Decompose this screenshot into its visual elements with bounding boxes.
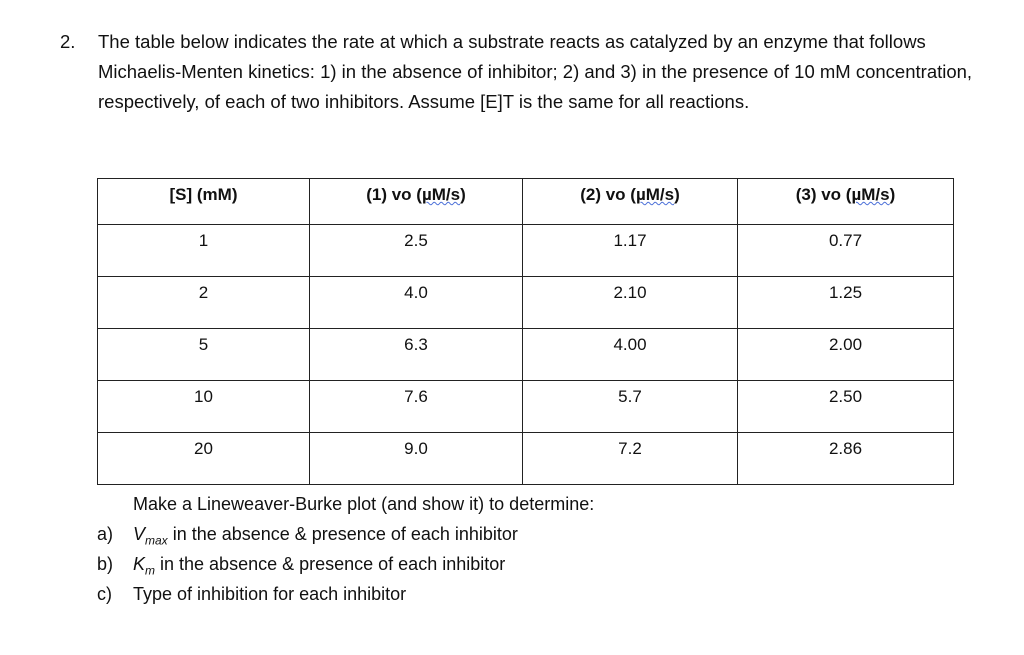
table-cell: 5 — [98, 329, 310, 381]
table-cell: 9.0 — [310, 433, 523, 485]
symbol: V — [133, 524, 146, 544]
header-units: µM/s — [851, 185, 890, 204]
header-rate-inhibitor-3 — [738, 179, 954, 225]
table-cell: 0.77 — [738, 225, 954, 277]
header-label: (1) vo ( — [366, 185, 422, 204]
table-cell: 7.6 — [310, 381, 523, 433]
table-row — [98, 225, 954, 277]
table-cell: 6.3 — [310, 329, 523, 381]
table-cell: 10 — [98, 381, 310, 433]
header-units: µM/s — [635, 185, 675, 204]
table-cell: 4.0 — [310, 277, 523, 329]
table-cell: 4.00 — [523, 329, 738, 381]
table-row — [98, 433, 954, 485]
header-label: (3) vo ( — [795, 185, 852, 204]
symbol-subscript: m — [145, 563, 156, 578]
symbol-subscript: max — [145, 533, 168, 548]
question-number: 2. — [60, 31, 76, 52]
header-suffix: ) — [674, 185, 680, 204]
header-units: µM/s — [421, 185, 461, 204]
question-text: The table below indicates the rate at which a substrate reacts as catalyzed by an enzyme that follows Michaelis-Menten kinetics: 1) in the absence of inhibitor; 2) and 3) in the presence of 10 mM concentration, respectively, of each of two inhibitors. Assume [E]T is the same for all reactions. — [98, 31, 973, 112]
task-item — [97, 579, 594, 609]
task-text — [133, 579, 406, 609]
table-cell: 5.7 — [523, 381, 738, 433]
table-row — [98, 381, 954, 433]
header-rate-no-inhibitor — [310, 179, 523, 225]
task-letter: b) — [97, 554, 114, 574]
table-cell: 20 — [98, 433, 310, 485]
tasks-intro: Make a Lineweaver-Burke plot (and show it) to determine: — [133, 494, 595, 514]
table-row — [98, 329, 954, 381]
header-suffix: ) — [889, 185, 896, 204]
table-row — [98, 277, 954, 329]
task-letter: a) — [97, 524, 114, 544]
task-item — [97, 549, 594, 579]
task-description: in the absence & presence of each inhibitor — [155, 554, 506, 574]
task-description: in the absence & presence of each inhibitor — [167, 524, 518, 544]
table-header-row — [98, 179, 954, 225]
tasks-block — [97, 489, 594, 609]
table-cell: 2.00 — [738, 329, 954, 381]
table-cell: 2.50 — [738, 381, 954, 433]
table-cell: 2 — [98, 277, 310, 329]
table-cell: 2.5 — [310, 225, 523, 277]
rate-table — [97, 178, 954, 485]
header-rate-inhibitor-2 — [523, 179, 738, 225]
header-label: (2) vo ( — [580, 185, 636, 204]
table-cell: 7.2 — [523, 433, 738, 485]
header-substrate-conc — [98, 179, 310, 225]
table-cell: 1.25 — [738, 277, 954, 329]
task-letter: c) — [97, 584, 112, 604]
header-suffix: ) — [460, 185, 466, 204]
task-description: Type of inhibition for each inhibitor — [133, 584, 407, 604]
table-cell: 2.86 — [738, 433, 954, 485]
table-cell: 2.10 — [523, 277, 738, 329]
header-label: [S] (mM) — [169, 185, 238, 204]
rate-table-container — [97, 178, 954, 485]
symbol: K — [133, 554, 146, 574]
task-item — [97, 519, 594, 549]
table-cell: 1.17 — [523, 225, 738, 277]
table-cell: 1 — [98, 225, 310, 277]
question-block — [60, 27, 980, 117]
